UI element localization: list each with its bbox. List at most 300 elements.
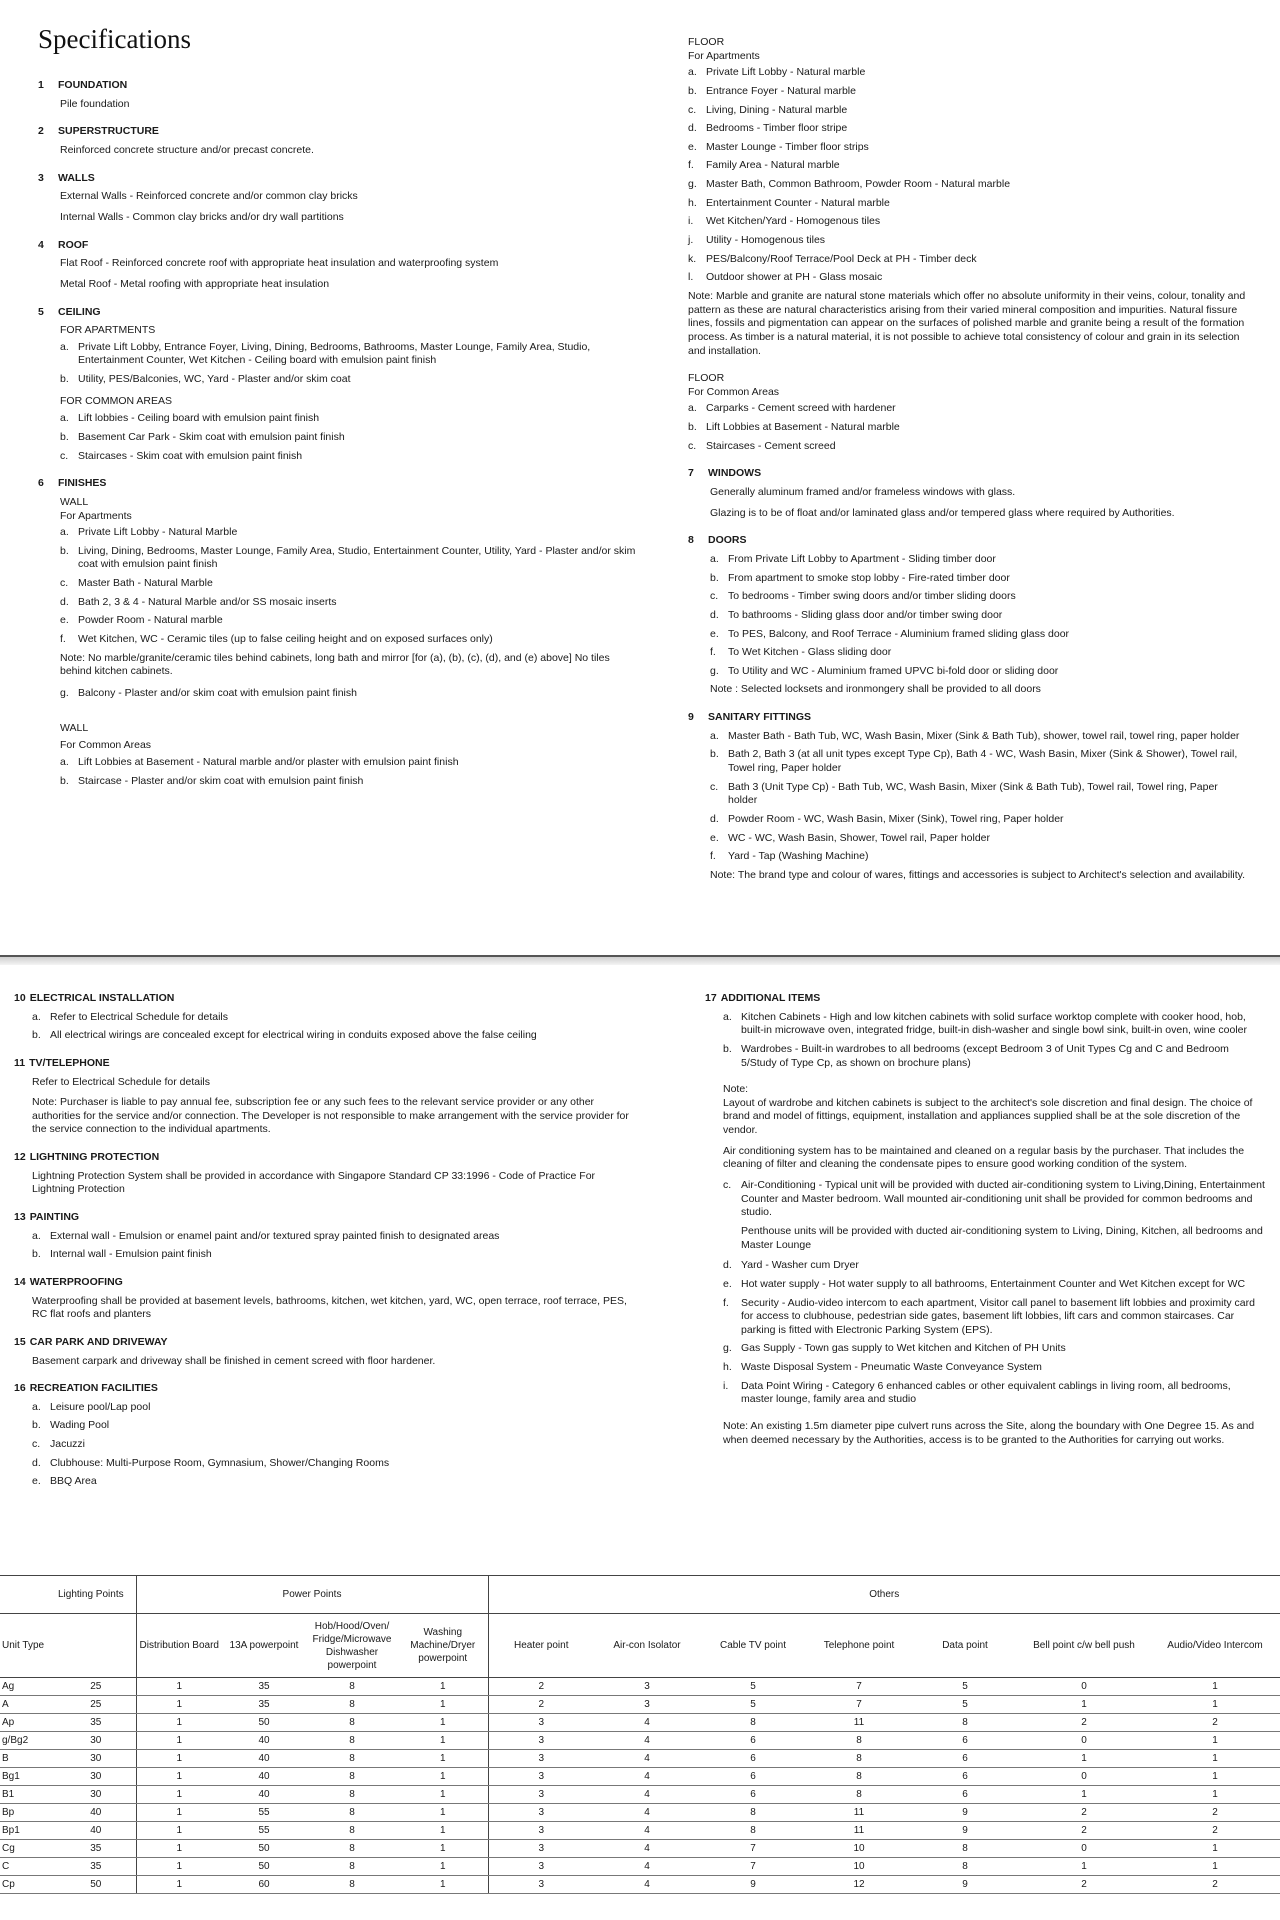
table-cell: 2 <box>1150 1822 1280 1840</box>
table-cell: 3 <box>488 1840 594 1858</box>
table-cell: 8 <box>700 1714 806 1732</box>
item-text: Jacuzzi <box>50 1438 86 1451</box>
list-item <box>60 775 638 789</box>
table-cell: 1 <box>136 1840 222 1858</box>
section-body <box>38 98 638 112</box>
spec-page-1 <box>0 0 1280 955</box>
section-body <box>38 190 638 224</box>
doors-section <box>688 534 1248 697</box>
table-cell: 30 <box>56 1786 136 1804</box>
table-row <box>0 1840 1280 1858</box>
table-cell: 8 <box>306 1732 398 1750</box>
item-letter: a. <box>60 526 69 539</box>
table-cell: 8 <box>806 1768 912 1786</box>
text-line: Reinforced concrete structure and/or precast concrete. <box>60 144 314 157</box>
table-cell: 1 <box>136 1804 222 1822</box>
table-cell: 1 <box>398 1840 488 1858</box>
spec-section-heading <box>14 1151 634 1165</box>
table-cell: 8 <box>306 1678 398 1696</box>
table-cell: 35 <box>56 1714 136 1732</box>
table-cell: 1 <box>136 1822 222 1840</box>
section-number: 5 <box>38 305 44 318</box>
section-number: 12 <box>14 1151 26 1164</box>
section-number: 8 <box>688 534 694 547</box>
section-number: 13 <box>14 1211 26 1224</box>
table-cell: 40 <box>222 1768 306 1786</box>
table-cell: 8 <box>700 1804 806 1822</box>
table-cell: 1 <box>136 1786 222 1804</box>
item-text: To Utility and WC - Aluminium framed UPVC bi-fold door or sliding door <box>728 664 1059 677</box>
table-cell: 4 <box>594 1768 700 1786</box>
table-cell: 4 <box>594 1732 700 1750</box>
item-letter: e. <box>32 1475 41 1488</box>
note-heading: Note: <box>723 1083 749 1096</box>
table-cell: 1 <box>398 1750 488 1768</box>
table-row <box>0 1858 1280 1876</box>
item-letter: b. <box>688 84 697 97</box>
table-cell: 1 <box>136 1714 222 1732</box>
table-cell: 4 <box>594 1840 700 1858</box>
item-text: From apartment to smoke stop lobby - Fire-rated timber door <box>728 571 1010 584</box>
list-item <box>723 1278 1265 1292</box>
table-row <box>0 1696 1280 1714</box>
item-text: Master Bath, Common Bathroom, Powder Room - Natural marble <box>706 178 1011 191</box>
windows-heading <box>688 467 1248 481</box>
note-text: Note: The brand type and colour of wares, fittings and accessories is subject to Architect's selection and availability. <box>710 868 1246 881</box>
item-letter: b. <box>60 373 69 386</box>
list-item <box>723 1043 1265 1070</box>
list-item <box>60 341 638 368</box>
spec-section-heading <box>14 1211 634 1225</box>
subheading: WALL <box>60 495 89 508</box>
table-cell: 8 <box>912 1714 1018 1732</box>
section-body <box>38 324 638 463</box>
item-letter: h. <box>688 196 697 209</box>
item-text: From Private Lift Lobby to Apartment - Sliding timber door <box>728 552 996 565</box>
list-item <box>723 1011 1265 1038</box>
section-body <box>688 553 1248 697</box>
list-item <box>688 178 1248 192</box>
table-body <box>0 1678 1280 1894</box>
table-cell: 1 <box>136 1696 222 1714</box>
item-letter: a. <box>688 66 697 79</box>
table-row <box>0 1750 1280 1768</box>
section-number: 6 <box>38 477 44 490</box>
item-letter: j. <box>688 234 694 247</box>
item-letter: g. <box>60 686 69 699</box>
table-cell: 3 <box>488 1804 594 1822</box>
list-item <box>32 1248 634 1262</box>
unit-type-cell: Cp <box>0 1876 56 1894</box>
list-item <box>710 590 1248 604</box>
list-item <box>60 412 638 426</box>
page2-right-column <box>705 992 1265 1461</box>
table-cell: 3 <box>488 1786 594 1804</box>
electrical-schedule-table-wrap <box>0 1575 1280 1894</box>
section-number: 14 <box>14 1275 26 1288</box>
item-text: Living, Dining, Bedrooms, Master Lounge, Family Area, Studio, Entertainment Counter, Utility, Yard - Plaster and/or skim coat with emulsion paint finish <box>78 544 636 571</box>
item-letter: g. <box>688 178 697 191</box>
table-cell: 1 <box>398 1732 488 1750</box>
subheading: For Common Areas <box>60 739 152 752</box>
item-letter: f. <box>60 633 66 646</box>
section-number: 3 <box>38 171 44 184</box>
section-number: 15 <box>14 1335 26 1348</box>
column-header: Bell point c/w bell push <box>1018 1614 1150 1678</box>
table-cell: 1 <box>136 1858 222 1876</box>
item-text: Staircases - Skim coat with emulsion paint finish <box>78 449 303 462</box>
section-title: SUPERSTRUCTURE <box>58 125 159 138</box>
section-title: RECREATION FACILITIES <box>29 1382 158 1395</box>
unit-type-cell: g/Bg2 <box>0 1732 56 1750</box>
note-text: Note: An existing 1.5m diameter pipe culvert runs across the Site, along the boundary with One Degree 15. As and when deemed necessary by the Authorities, access is to be granted to the Authorities for carrying out works. <box>723 1420 1255 1446</box>
list-item <box>723 1361 1265 1375</box>
table-cell: 50 <box>56 1876 136 1894</box>
section-number: 9 <box>688 711 694 724</box>
section-number: 2 <box>38 125 44 138</box>
list-item <box>32 1419 634 1433</box>
list-item <box>32 1011 634 1025</box>
table-cell: 3 <box>488 1876 594 1894</box>
column-header: Distribution Board <box>136 1614 222 1678</box>
note-text: Note: Marble and granite are natural stone materials which offer no absolute uniformity in their veins, colour, tonality and pattern as these are natural characteristics arising from their varied mineral composition and impurities. Natural fissure lines, fossils and pigmentation can appear on the surfaces of polished marble and granite being a result of the formation process. As timber is a natural material, it is not possible to achieve total consistency of colour and grain in its selection and installation. <box>688 289 1246 357</box>
item-letter: e. <box>710 627 719 640</box>
column-header: Audio/Video Intercom <box>1150 1614 1280 1678</box>
unit-type-cell: Bg1 <box>0 1768 56 1786</box>
spec-section-1 <box>38 79 638 111</box>
table-cell: 8 <box>306 1750 398 1768</box>
item-letter: f. <box>723 1296 729 1309</box>
table-cell: 40 <box>56 1804 136 1822</box>
item-text: PES/Balcony/Roof Terrace/Pool Deck at PH - Timber deck <box>706 252 977 265</box>
windows-section <box>688 467 1248 520</box>
section-body <box>38 257 638 291</box>
table-cell: 7 <box>806 1696 912 1714</box>
item-letter: d. <box>60 595 69 608</box>
item-letter: h. <box>723 1361 732 1374</box>
item-letter: c. <box>60 449 69 462</box>
item-letter: b. <box>710 748 719 761</box>
item-letter: a. <box>60 340 69 353</box>
section-title: CAR PARK AND DRIVEWAY <box>29 1335 168 1348</box>
spec-section-2 <box>38 125 638 157</box>
item-text: Outdoor shower at PH - Glass mosaic <box>706 271 883 284</box>
table-cell: 6 <box>912 1786 1018 1804</box>
item-letter: f. <box>710 850 716 863</box>
table-cell: 2 <box>1150 1876 1280 1894</box>
table-cell: 1 <box>398 1822 488 1840</box>
text-line: External Walls - Reinforced concrete and/or common clay bricks <box>60 190 358 203</box>
section-title: ROOF <box>58 238 89 251</box>
table-cell: 8 <box>306 1696 398 1714</box>
table-cell: 11 <box>806 1714 912 1732</box>
item-text: All electrical wirings are concealed except for electrical wiring in conduits exposed above the false ceiling <box>50 1029 537 1042</box>
item-letter: l. <box>688 271 694 284</box>
table-cell: 4 <box>594 1822 700 1840</box>
spec-section-heading <box>14 1382 634 1396</box>
text-line: Penthouse units will be provided with ducted air-conditioning system to Living, Dining, Kitchen, all bedrooms and Master Lounge <box>741 1224 1263 1251</box>
ceiling-heading <box>38 306 638 320</box>
spec-section-heading <box>38 172 638 186</box>
table-cell: 6 <box>912 1750 1018 1768</box>
table-cell: 2 <box>488 1678 594 1696</box>
section-title: TV/TELEPHONE <box>29 1056 110 1069</box>
table-cell: 2 <box>488 1696 594 1714</box>
table-row <box>0 1786 1280 1804</box>
item-letter: b. <box>60 430 69 443</box>
table-cell: 11 <box>806 1804 912 1822</box>
page-divider <box>0 955 1280 965</box>
column-header: Data point <box>912 1614 1018 1678</box>
section-body <box>705 1011 1265 1448</box>
table-cell: 4 <box>594 1786 700 1804</box>
section-body <box>688 730 1248 883</box>
list-item <box>32 1230 634 1244</box>
unit-type-cell: Bp <box>0 1804 56 1822</box>
table-cell: 0 <box>1018 1678 1150 1696</box>
spec-section-4 <box>38 239 638 292</box>
item-text: Private Lift Lobby - Natural Marble <box>78 526 238 539</box>
subheading: FOR COMMON AREAS <box>60 394 173 407</box>
item-text: Wading Pool <box>50 1419 110 1432</box>
list-item <box>32 1475 634 1489</box>
list-item <box>688 197 1248 211</box>
table-row <box>0 1804 1280 1822</box>
list-item <box>688 159 1248 173</box>
item-text: Gas Supply - Town gas supply to Wet kitchen and Kitchen of PH Units <box>741 1342 1066 1355</box>
text-line: Flat Roof - Reinforced concrete roof with appropriate heat insulation and waterproofing system <box>60 257 499 270</box>
item-text: Data Point Wiring - Category 6 enhanced cables or other equivalent cablings in living room, all bedrooms, master lounge, family area and studio <box>741 1379 1231 1406</box>
list-item <box>60 545 638 572</box>
item-letter: f. <box>688 159 694 172</box>
section-body <box>14 1230 634 1262</box>
list-item <box>688 85 1248 99</box>
list-item <box>710 748 1248 775</box>
item-letter: b. <box>32 1029 41 1042</box>
table-cell: 1 <box>398 1876 488 1894</box>
item-text: Entrance Foyer - Natural marble <box>706 84 856 97</box>
table-cell: 9 <box>912 1804 1018 1822</box>
item-text: Carparks - Cement screed with hardener <box>706 402 896 415</box>
table-cell: 2 <box>1018 1876 1150 1894</box>
table-cell: 1 <box>1150 1768 1280 1786</box>
subheading: WALL <box>60 721 89 734</box>
sanitary-section <box>688 711 1248 882</box>
table-cell: 9 <box>912 1876 1018 1894</box>
list-item <box>710 832 1248 846</box>
table-row <box>0 1876 1280 1894</box>
section-body <box>688 486 1248 520</box>
section-number: 11 <box>14 1056 26 1069</box>
item-text: Private Lift Lobby, Entrance Foyer, Living, Dining, Bedrooms, Bathrooms, Master Lounge, Family Area, Studio, Entertainment Counter, Wet Kitchen - Ceiling board with emulsion paint finish <box>78 340 591 367</box>
list-item <box>32 1438 634 1452</box>
spec-section-15 <box>14 1336 634 1368</box>
item-text: Wet Kitchen, WC - Ceramic tiles (up to false ceiling height and on exposed surfaces only) <box>78 633 493 646</box>
section-number: 16 <box>14 1382 26 1395</box>
subheading: FOR APARTMENTS <box>60 324 156 337</box>
list-item <box>688 402 1248 416</box>
item-letter: i. <box>723 1379 729 1392</box>
unit-type-cell: Ap <box>0 1714 56 1732</box>
table-cell: 6 <box>700 1786 806 1804</box>
spec-section-heading <box>38 79 638 93</box>
item-text: Lift Lobbies at Basement - Natural marble <box>706 421 900 434</box>
list-item <box>32 1401 634 1415</box>
additional-items-heading <box>705 992 1265 1006</box>
item-text: Air-Conditioning - Typical unit will be provided with ducted air-conditioning system to Living,Dining, Entertainment Counter and Master bedroom. Wall mounted air-conditioning unit shall be provided for common bedrooms and studio. <box>741 1179 1265 1219</box>
table-row <box>0 1714 1280 1732</box>
list-item <box>688 122 1248 136</box>
subheading: For Apartments <box>60 509 132 522</box>
table-cell: 1 <box>1150 1858 1280 1876</box>
section-body <box>38 496 638 788</box>
table-cell: 1 <box>398 1696 488 1714</box>
text-line: Basement carpark and driveway shall be finished in cement screed with floor hardener. <box>32 1354 436 1367</box>
spec-section-13 <box>14 1211 634 1262</box>
item-text: Lift lobbies - Ceiling board with emulsion paint finish <box>78 412 320 425</box>
table-row <box>0 1732 1280 1750</box>
spec-section-16 <box>14 1382 634 1489</box>
list-item <box>32 1457 634 1471</box>
item-letter: a. <box>60 755 69 768</box>
list-item <box>688 440 1248 454</box>
table-cell: 1 <box>1018 1786 1150 1804</box>
section-body <box>14 1011 634 1043</box>
item-text: To Wet Kitchen - Glass sliding door <box>728 646 892 659</box>
page1-right-column <box>688 36 1248 896</box>
table-cell: 10 <box>806 1840 912 1858</box>
list-item <box>710 646 1248 660</box>
section-title: ELECTRICAL INSTALLATION <box>29 992 175 1004</box>
item-letter: b. <box>723 1042 732 1055</box>
table-row <box>0 1822 1280 1840</box>
table-cell: 5 <box>700 1696 806 1714</box>
page2-left-column <box>14 992 634 1503</box>
list-item <box>60 687 638 701</box>
sanitary-heading <box>688 711 1248 725</box>
table-cell: 8 <box>306 1714 398 1732</box>
table-cell: 1 <box>1150 1732 1280 1750</box>
item-text: Family Area - Natural marble <box>706 159 840 172</box>
table-cell: 2 <box>1018 1822 1150 1840</box>
item-letter: c. <box>723 1179 732 1192</box>
table-cell: 55 <box>222 1822 306 1840</box>
spacer <box>60 706 638 714</box>
item-text: Lift Lobbies at Basement - Natural marble and/or plaster with emulsion paint finish <box>78 755 459 768</box>
item-text: Balcony - Plaster and/or skim coat with emulsion paint finish <box>78 686 357 699</box>
table-cell: 2 <box>1150 1714 1280 1732</box>
table-cell: 2 <box>1150 1804 1280 1822</box>
list-item <box>60 450 638 464</box>
table-cell: 1 <box>1150 1696 1280 1714</box>
list-item <box>710 850 1248 864</box>
spec-section-12 <box>14 1151 634 1197</box>
item-text: Utility - Homogenous tiles <box>706 234 826 247</box>
section-title: SANITARY FITTINGS <box>708 711 812 724</box>
item-letter: a. <box>60 412 69 425</box>
list-item <box>710 553 1248 567</box>
item-letter: c. <box>688 103 697 116</box>
table-cell: 5 <box>700 1678 806 1696</box>
section-number: 4 <box>38 238 44 251</box>
table-cell: 9 <box>912 1822 1018 1840</box>
item-text: Master Bath - Bath Tub, WC, Wash Basin, Mixer (Sink & Bath Tub), shower, towel rail, towel ring, paper holder <box>728 729 1240 742</box>
unit-type-cell: Bp1 <box>0 1822 56 1840</box>
table-cell: 1 <box>1018 1696 1150 1714</box>
item-letter: e. <box>723 1277 732 1290</box>
subheading: FLOOR <box>688 36 725 48</box>
table-cell: 3 <box>488 1714 594 1732</box>
subheading: FLOOR <box>688 372 725 385</box>
section-title: CEILING <box>58 305 101 318</box>
item-text: External wall - Emulsion or enamel paint and/or textured spray painted finish to designated areas <box>50 1229 500 1242</box>
list-item <box>710 665 1248 679</box>
item-text: Refer to Electrical Schedule for details <box>50 1010 229 1023</box>
item-text: Powder Room - WC, Wash Basin, Mixer (Sink), Towel ring, Paper holder <box>728 812 1064 825</box>
spec-section-14 <box>14 1276 634 1322</box>
list-item <box>688 253 1248 267</box>
table-cell: 30 <box>56 1768 136 1786</box>
column-header: Cable TV point <box>700 1614 806 1678</box>
item-text: Bath 2, Bath 3 (at all unit types except Type Cp), Bath 4 - WC, Wash Basin, Mixer (Sink & Shower), Towel rail, Towel ring, Paper holder <box>728 748 1238 774</box>
table-cell: 35 <box>56 1840 136 1858</box>
item-text: Basement Car Park - Skim coat with emulsion paint finish <box>78 430 345 443</box>
column-header: Heater point <box>488 1614 594 1678</box>
unit-type-cell: B <box>0 1750 56 1768</box>
table-cell: 8 <box>306 1858 398 1876</box>
spec-section-heading <box>38 125 638 139</box>
table-cell: 0 <box>1018 1732 1150 1750</box>
item-text: To bathrooms - Sliding glass door and/or timber swing door <box>728 608 1003 621</box>
item-letter: c. <box>32 1438 41 1451</box>
table-cell: 8 <box>306 1822 398 1840</box>
table-cell: 9 <box>700 1876 806 1894</box>
table-cell: 3 <box>594 1678 700 1696</box>
item-text: Bath 2, 3 & 4 - Natural Marble and/or SS mosaic inserts <box>78 595 337 608</box>
table-cell: 35 <box>222 1696 306 1714</box>
floor-common-section <box>688 372 1248 453</box>
table-cell: 40 <box>222 1750 306 1768</box>
note-text: Layout of wardrobe and kitchen cabinets is subject to the architect's sole discretion and final design. The choice of brand and model of fittings, equipment, installation and appliances supplied shall be at the sole discretion of the vendor. <box>723 1096 1253 1137</box>
item-letter: c. <box>60 577 69 590</box>
section-body <box>38 144 638 158</box>
table-cell: 8 <box>306 1876 398 1894</box>
list-item <box>723 1259 1265 1273</box>
section-number: 17 <box>705 992 717 1004</box>
table-cell: 3 <box>594 1696 700 1714</box>
item-text: Leisure pool/Lap pool <box>50 1400 151 1413</box>
page1-left-column <box>38 22 638 802</box>
item-text: Private Lift Lobby - Natural marble <box>706 66 866 79</box>
table-row <box>0 1768 1280 1786</box>
text-line: Waterproofing shall be provided at basement levels, bathrooms, kitchen, wet kitchen, yard, WC, open terrace, roof terrace, PES, RC flat roofs and planters <box>32 1294 627 1321</box>
table-corner-cell <box>0 1576 56 1614</box>
table-cell: 8 <box>806 1786 912 1804</box>
table-cell: 8 <box>700 1822 806 1840</box>
spec-section-heading <box>14 1057 634 1071</box>
table-cell: 3 <box>488 1768 594 1786</box>
item-text: Yard - Tap (Washing Machine) <box>728 850 869 863</box>
table-cell: 1 <box>398 1714 488 1732</box>
table-cell: 8 <box>912 1858 1018 1876</box>
list-item <box>32 1029 634 1043</box>
table-cell: 4 <box>594 1750 700 1768</box>
text-line: Note: Purchaser is liable to pay annual fee, subscription fee or any such fees to the relevant service provider or any other authorities for the service and/or connection. The Developer is not responsible to make arrangement with the service provider for the service connection to the individual apartments. <box>32 1096 629 1136</box>
item-text: Entertainment Counter - Natural marble <box>706 196 890 209</box>
table-cell: 60 <box>222 1876 306 1894</box>
section-number: 1 <box>38 79 44 92</box>
item-letter: f. <box>710 646 716 659</box>
